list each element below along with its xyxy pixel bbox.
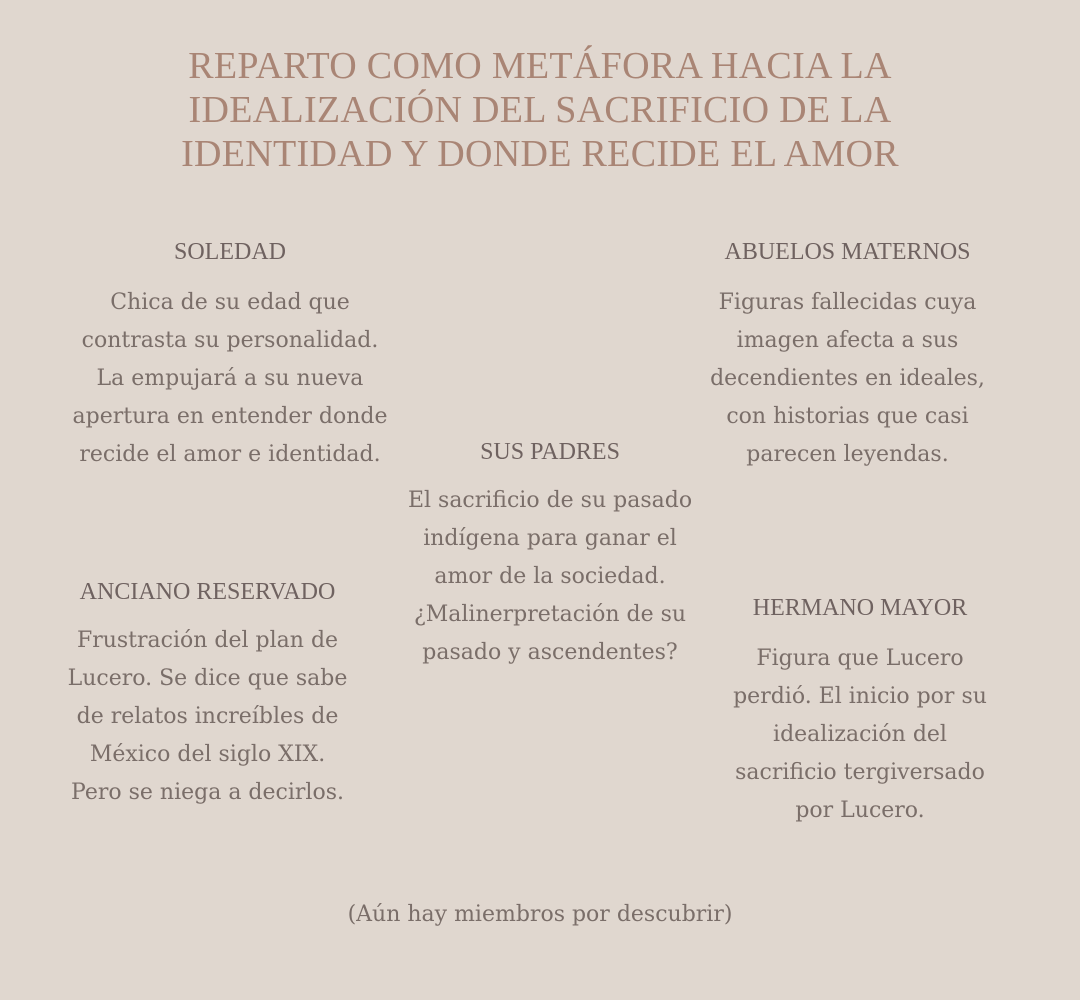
cast-sus-padres	[380, 438, 720, 672]
desc-line: Chica de su edad que	[110, 290, 350, 315]
desc-line: de relatos increíbles de	[76, 704, 339, 729]
desc-line: sacrificio tergiversado	[735, 760, 985, 785]
cast-anciano-reservado	[45, 578, 370, 812]
desc-line: Figuras fallecidas cuya	[718, 290, 977, 315]
desc-line: indígena para ganar el	[423, 526, 677, 551]
cast-description	[30, 284, 430, 474]
desc-line: perdió. El inicio por su	[733, 684, 987, 709]
desc-line: pasado y ascendentes?	[422, 640, 678, 665]
desc-line: por Lucero.	[795, 798, 925, 823]
desc-line: El sacrificio de su pasado	[407, 488, 693, 513]
desc-line: parecen leyendas.	[746, 442, 949, 467]
cast-abuelos-maternos	[680, 238, 1015, 474]
cast-hermano-mayor	[705, 594, 1015, 830]
desc-line: contrasta su personalidad.	[81, 328, 379, 353]
cast-description	[45, 622, 370, 812]
desc-line: Lucero. Se dice que sabe	[67, 666, 348, 691]
cast-heading: SOLEDAD	[174, 239, 286, 265]
cast-soledad	[30, 238, 430, 474]
desc-line: apertura en entender donde	[72, 404, 388, 429]
cast-heading: HERMANO MAYOR	[752, 595, 968, 621]
desc-line: con historias que casi	[726, 404, 969, 429]
title-line: REPARTO COMO METÁFORA HACIA LA	[188, 45, 892, 87]
footer-note: (Aún hay miembros por descubrir)	[347, 902, 733, 927]
desc-line: México del siglo XIX.	[89, 742, 326, 767]
desc-line: ¿Malinerpretación de su	[413, 602, 687, 627]
page-title	[140, 44, 940, 176]
cast-description	[680, 284, 1015, 474]
desc-line: La empujará a su nueva	[96, 366, 364, 391]
cast-heading: ANCIANO RESERVADO	[79, 579, 336, 605]
desc-line: imagen afecta a sus	[736, 328, 959, 353]
cast-heading: ABUELOS MATERNOS	[724, 239, 971, 265]
desc-line: decendientes en ideales,	[710, 366, 985, 391]
desc-line: Frustración del plan de	[76, 628, 339, 653]
desc-line: amor de la sociedad.	[434, 564, 666, 589]
cast-heading: SUS PADRES	[480, 439, 620, 465]
title-line: IDENTIDAD Y DONDE RECIDE EL AMOR	[181, 133, 899, 175]
desc-line: recide el amor e identidad.	[79, 442, 381, 467]
cast-description	[705, 640, 1015, 830]
title-line: IDEALIZACIÓN DEL SACRIFICIO DE LA	[188, 89, 892, 131]
desc-line: idealización del	[773, 722, 947, 747]
desc-line: Pero se niega a decirlos.	[71, 780, 344, 805]
cast-description	[380, 482, 720, 672]
desc-line: Figura que Lucero	[756, 646, 964, 671]
